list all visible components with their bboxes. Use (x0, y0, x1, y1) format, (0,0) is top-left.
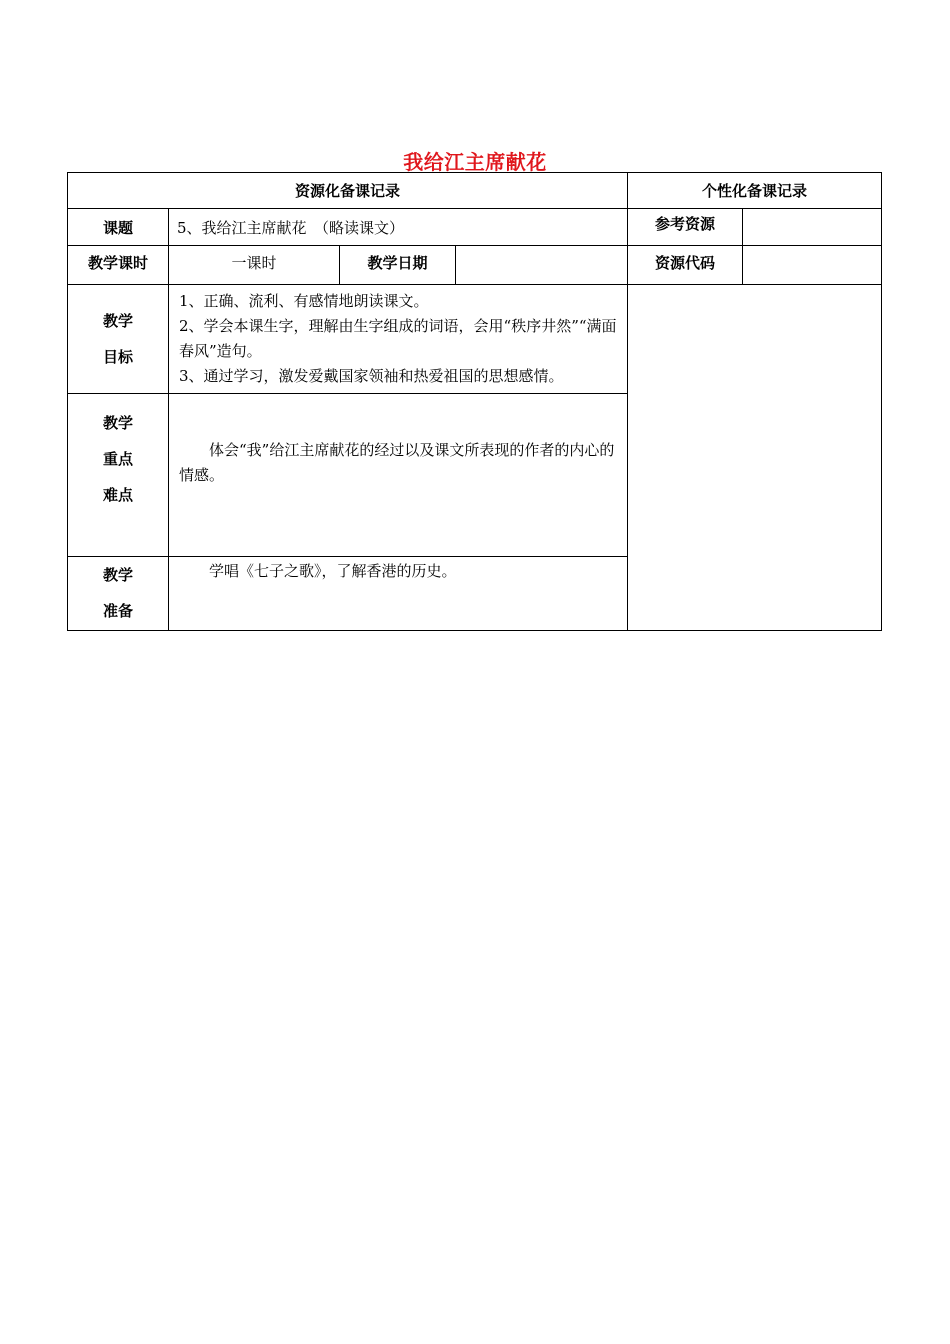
keypoints-label-line-2: 重点 (102, 450, 133, 468)
teaching-date-label: 教学日期 (340, 246, 456, 285)
keypoints-label-line-3: 难点 (102, 486, 133, 504)
lesson-plan-table (67, 172, 882, 631)
keypoints-text: 体会“我”给江主席献花的经过以及课文所表现的作者的内心的情感。 (179, 441, 615, 484)
teaching-date-value (456, 246, 628, 285)
teaching-preparation-label (68, 557, 169, 631)
reference-resource-label: 参考资源 (628, 209, 743, 246)
goals-label-line-2: 目标 (102, 348, 133, 366)
keypoints-label-line-1: 教学 (102, 414, 133, 432)
teaching-hours-value: 一课时 (169, 246, 340, 285)
personal-record-area (628, 285, 882, 631)
document-title: 我给江主席献花 (403, 150, 547, 174)
teaching-goals-label (68, 285, 169, 394)
resource-code-value (743, 246, 882, 285)
goal-item: 3、通过学习，激发爱戴国家领袖和热爱祖国的思想感情。 (179, 367, 564, 385)
teaching-preparation-content (169, 557, 628, 631)
goals-row (68, 285, 882, 394)
teaching-keypoints-label (68, 394, 169, 557)
goal-item: 1、正确、流利、有感情地朗读课文。 (179, 292, 429, 310)
resource-code-label: 资源代码 (628, 246, 743, 285)
resource-record-header: 资源化备课记录 (68, 173, 628, 209)
header-row (68, 173, 882, 209)
teaching-keypoints-content (169, 394, 628, 557)
topic-row (68, 209, 882, 246)
topic-value: 5、我给江主席献花 （略读课文） (169, 209, 628, 246)
hours-row (68, 246, 882, 285)
preparation-label-line-1: 教学 (102, 566, 133, 584)
topic-label: 课题 (68, 209, 169, 246)
teaching-hours-label: 教学课时 (68, 246, 169, 285)
goals-label-line-1: 教学 (102, 312, 133, 330)
reference-resource-value (743, 209, 882, 246)
preparation-text: 学唱《七子之歌》，了解香港的历史。 (209, 562, 457, 580)
preparation-label-line-2: 准备 (102, 602, 133, 620)
goal-item: 2、学会本课生字，理解由生字组成的词语，会用“秩序井然”“满面春风”造句。 (179, 317, 617, 360)
teaching-goals-content (169, 285, 628, 394)
personal-record-header: 个性化备课记录 (628, 173, 882, 209)
